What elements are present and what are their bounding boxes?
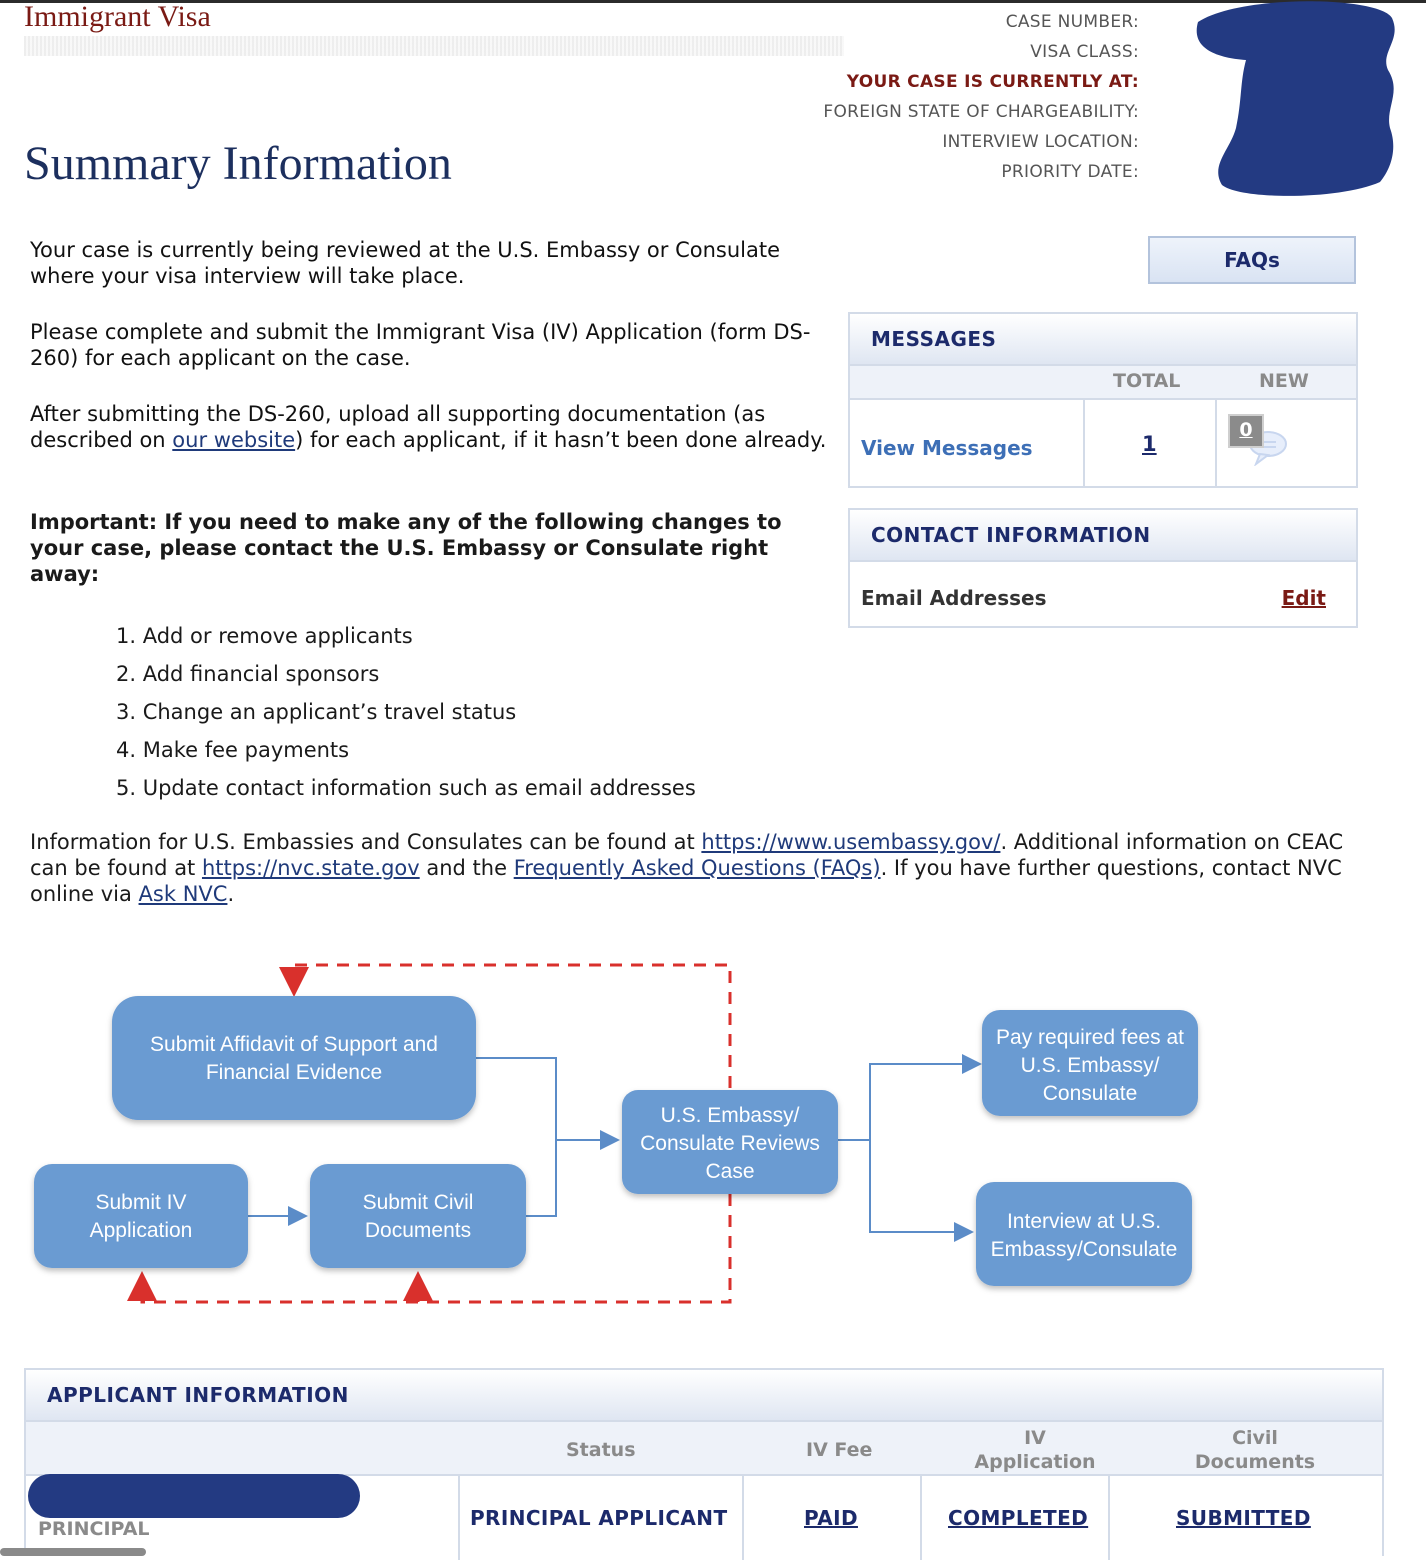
faqs-link[interactable]: Frequently Asked Questions (FAQs)	[513, 856, 881, 880]
case-number-label: CASE NUMBER:	[1005, 12, 1139, 32]
changes-list	[116, 622, 696, 812]
usembassy-link[interactable]: https://www.usembassy.gov/	[701, 830, 1001, 854]
applicant-name-redaction	[28, 1474, 360, 1518]
contact-row	[850, 562, 1356, 628]
nvc-link[interactable]: https://nvc.state.gov	[201, 856, 420, 880]
box-interview-line2: Embassy/Consulate	[990, 1238, 1178, 1261]
iv-application-label-line1: IV	[1024, 1427, 1046, 1449]
contact-title: CONTACT INFORMATION	[850, 510, 1356, 562]
messages-column-header	[850, 366, 1356, 400]
connector-to-interview	[870, 1140, 972, 1232]
messages-row	[850, 400, 1356, 488]
applicant-column-header	[26, 1422, 1382, 1476]
iv-fee-column-label: IV Fee	[806, 1439, 873, 1461]
info-paragraph	[30, 829, 1380, 907]
case-values-redaction	[1180, 0, 1410, 200]
header-stripe	[24, 36, 844, 56]
edit-email-link[interactable]: Edit	[1281, 586, 1326, 610]
view-messages-link[interactable]: View Messages	[861, 436, 1033, 460]
visa-class-label: VISA CLASS:	[1030, 42, 1139, 62]
process-flowchart	[0, 940, 1240, 1320]
list-item: 1. Add or remove applicants	[116, 624, 413, 648]
applicant-status: PRINCIPAL APPLICANT	[470, 1506, 728, 1530]
iv-application-column-label	[972, 1426, 1098, 1474]
column-divider	[1083, 400, 1085, 488]
box-affidavit	[112, 996, 476, 1120]
info-text: .	[227, 882, 235, 906]
column-divider	[1108, 1476, 1110, 1560]
list-item: 2. Add financial sponsors	[116, 662, 380, 686]
total-messages-count[interactable]: 1	[1142, 432, 1157, 456]
interview-location-label: INTERVIEW LOCATION:	[942, 132, 1139, 152]
messages-title: MESSAGES	[850, 314, 1356, 366]
info-text: Information for U.S. Embassies and Consulates can be found at	[30, 830, 702, 854]
case-details	[823, 10, 1139, 190]
priority-date-label: PRIORITY DATE:	[1001, 162, 1139, 182]
box-iv-application	[34, 1164, 248, 1268]
total-column-label: TOTAL	[1113, 370, 1181, 392]
box-affidavit-line2: Financial Evidence	[205, 1061, 383, 1084]
list-item: 3. Change an applicant’s travel status	[116, 700, 517, 724]
faqs-button[interactable]: FAQs	[1148, 236, 1356, 284]
our-website-link[interactable]: our website	[172, 428, 296, 452]
column-divider	[458, 1476, 460, 1560]
intro-paragraph-ds260: Please complete and submit the Immigrant Visa (IV) Application (form DS-260) for each applicant on the case.	[30, 320, 811, 370]
iv-application-status-link[interactable]: COMPLETED	[948, 1506, 1089, 1530]
box-civil-documents	[310, 1164, 526, 1268]
column-divider	[1215, 400, 1217, 488]
info-text: . If you have further questions, contact NVC online via	[30, 856, 1342, 906]
box-review-line1: U.S. Embassy/	[660, 1104, 800, 1127]
brand-title: Immigrant Visa	[24, 0, 211, 33]
chargeability-label: FOREIGN STATE OF CHARGEABILITY:	[823, 102, 1139, 122]
info-text: . Additional information on CEAC can be found at	[30, 830, 1344, 880]
applicant-title: APPLICANT INFORMATION	[26, 1370, 1382, 1422]
iv-fee-status-link[interactable]: PAID	[804, 1506, 858, 1530]
new-column-label: NEW	[1259, 370, 1309, 392]
column-divider	[742, 1476, 744, 1560]
box-iv-line2: Application	[89, 1219, 193, 1242]
horizontal-scrollbar[interactable]	[0, 1548, 146, 1556]
new-messages-badge[interactable]: 0	[1228, 414, 1264, 448]
info-text: and the	[419, 856, 514, 880]
list-item: 4. Make fee payments	[116, 738, 350, 762]
iv-application-label-line2: Application	[974, 1451, 1096, 1473]
box-affidavit-line1: Submit Affidavit of Support and	[150, 1033, 438, 1056]
list-item: 5. Update contact information such as email addresses	[116, 776, 696, 800]
box-fees-line1: Pay required fees at	[996, 1026, 1184, 1049]
connector-to-fees	[838, 1064, 980, 1140]
box-embassy-review	[622, 1090, 838, 1194]
column-divider	[920, 1476, 922, 1560]
upload-text-after: ) for each applicant, if it hasn’t been done already.	[295, 428, 827, 452]
applicant-name: PRINCIPAL	[38, 1518, 150, 1540]
box-interview-line1: Interview at U.S.	[1006, 1210, 1162, 1233]
page-title: Summary Information	[24, 137, 452, 190]
civil-documents-column-label	[1192, 1426, 1318, 1474]
box-fees-line3: Consulate	[1042, 1082, 1138, 1105]
contact-panel	[848, 508, 1358, 628]
box-civil-line2: Documents	[364, 1219, 472, 1242]
box-fees-line2: U.S. Embassy/	[1020, 1054, 1160, 1077]
important-notice: Important: If you need to make any of the following changes to your case, please contact the U.S. Embassy or Consulate right away:	[30, 510, 782, 586]
messages-panel	[848, 312, 1358, 488]
upload-text-before: After submitting the DS-260, upload all supporting documentation (as described on	[30, 402, 766, 452]
box-review-line3: Case	[705, 1160, 755, 1183]
civil-documents-status-link[interactable]: SUBMITTED	[1176, 1506, 1311, 1530]
box-pay-fees	[982, 1010, 1198, 1116]
box-review-line2: Consulate Reviews	[640, 1132, 820, 1155]
case-location-label: YOUR CASE IS CURRENTLY AT:	[846, 72, 1139, 92]
intro-paragraph-status: Your case is currently being reviewed at the U.S. Embassy or Consulate where your visa interview will take place.	[30, 238, 781, 288]
box-interview	[976, 1182, 1192, 1286]
civil-documents-label-line2: Documents	[1194, 1451, 1316, 1473]
ask-nvc-link[interactable]: Ask NVC	[138, 882, 228, 906]
email-addresses-label: Email Addresses	[861, 586, 1047, 610]
intro-paragraph-upload	[30, 401, 830, 453]
civil-documents-label-line1: Civil	[1232, 1427, 1278, 1449]
box-civil-line1: Submit Civil	[362, 1191, 474, 1214]
applicant-table	[24, 1368, 1384, 1556]
status-column-label: Status	[566, 1439, 636, 1461]
box-iv-line1: Submit IV	[95, 1191, 187, 1214]
